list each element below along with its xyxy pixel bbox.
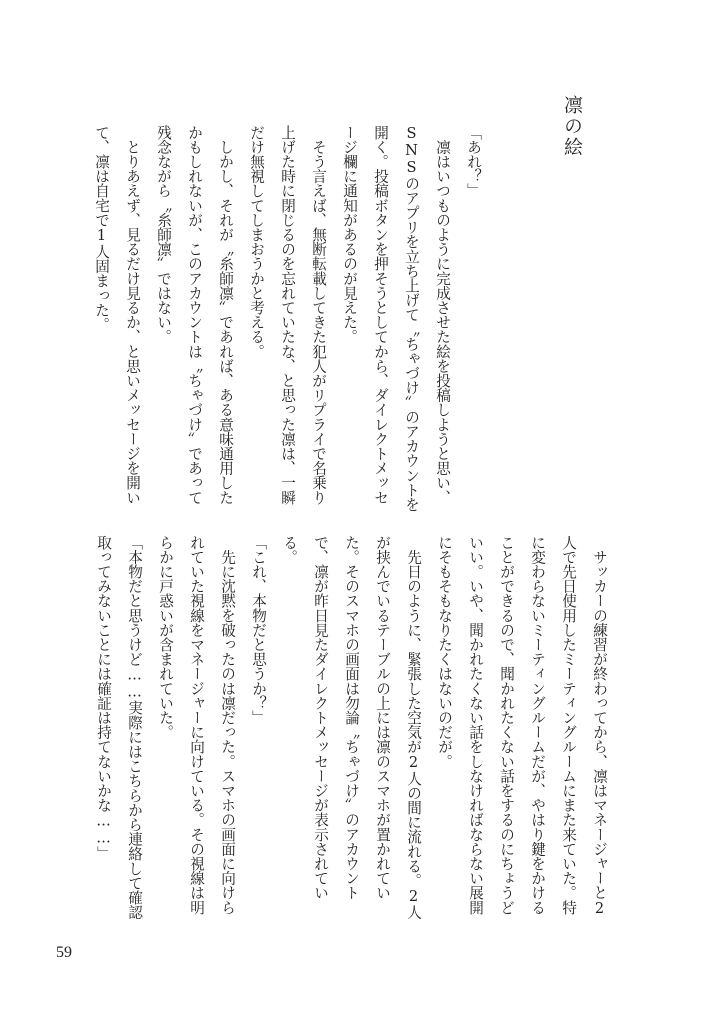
- text-line: SNSのアプリを立ち上げて〝ちゃづけ〟のアカウントを: [403, 125, 420, 512]
- text-line: ージ欄に通知があるのが見えた。: [341, 125, 358, 344]
- text-line: かもしれないが、このアカウントは〝ちゃづけ〟であって: [186, 125, 203, 505]
- text-line: に変わらないミーティングルームだが、やはり鍵をかける: [529, 535, 546, 915]
- text-line: で、凛が昨日見たダイレクトメッセージが表示されてい: [312, 535, 329, 900]
- text-line: とりあえず、見るだけ見るか、と思いメッセージを開い: [124, 125, 141, 505]
- text-line: 「あれ？」: [465, 125, 482, 198]
- text-line: た。そのスマホの画面は勿論〝ちゃづけ〟のアカウント: [343, 535, 360, 900]
- text-line: 残念ながら〝糸師凛〟ではない。: [155, 125, 172, 344]
- text-line: る。: [281, 535, 298, 565]
- text-line: 凛はいつものように完成させた絵を投稿しようと思い、: [434, 125, 451, 505]
- text-line: が挟んでいるテーブルの上には凛のスマホが置かれてい: [374, 535, 391, 900]
- text-line: 「本物だと思うけど……実際にはこちらから連絡して確認: [126, 535, 143, 920]
- text-line: らかに戸惑いが含まれていた。: [157, 535, 174, 740]
- text-line: サッカーの練習が終わってから、凛はマネージャーと2: [591, 535, 608, 917]
- text-line: ことができるので、聞かれたくない話をするのにちょうど: [498, 535, 515, 915]
- text-line: て、凛は自宅で1人固まった。: [93, 125, 110, 332]
- text-line: しかし、それが〝糸師凛〟であれば、ある意味通用した: [217, 125, 234, 505]
- text-line: 上げた時に閉じるのを忘れていたな、と思った凛は、一瞬: [279, 125, 296, 505]
- text-line: 開く。投稿ボタンを押そうとしてから、ダイレクトメッセ: [372, 125, 389, 505]
- text-line: 人で先日使用したミーティングルームにまた来ていた。特: [560, 535, 577, 915]
- text-line: いい。いや、聞かれたくない話をしなければならない展開: [467, 535, 484, 915]
- page-number: 59: [56, 944, 72, 961]
- text-line: れていた視線をマネージャーに向けている。その視線は明: [188, 535, 205, 915]
- text-line: 先日のように、緊張した空気が2人の間に流れる。2人: [405, 535, 422, 920]
- text-line: そう言えば、無断転載してきた犯人がリプライで名乗り: [310, 125, 327, 505]
- text-block-bottom: [88, 535, 615, 920]
- text-line: にそもそもなりたくはないのだが。: [436, 535, 453, 769]
- text-line: 取ってみないことには確証は持てないかな……」: [95, 535, 112, 861]
- text-line: 先に沈黙を破ったのは凛だった。スマホの画面に向けら: [219, 535, 236, 915]
- text-line: だけ無視してしまおうかと考える。: [248, 125, 265, 359]
- chapter-title: 凛の絵: [561, 95, 583, 158]
- text-block-top: [86, 125, 489, 512]
- text-line: 「これ、本物だと思うか？」: [250, 535, 267, 725]
